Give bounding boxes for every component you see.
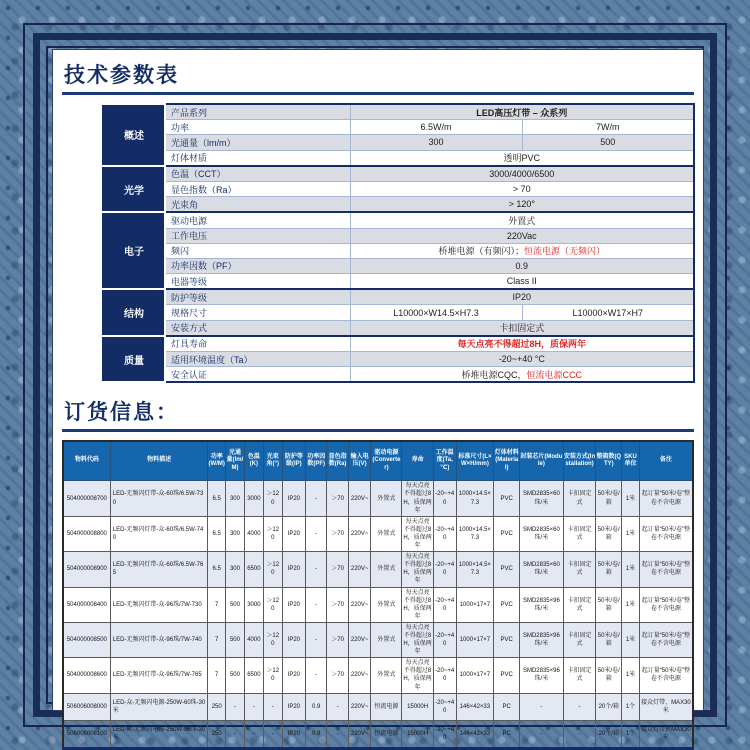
order-spec-cell: 外置式	[371, 658, 402, 693]
order-row	[63, 587, 693, 622]
order-material-code: 506006008100	[63, 720, 110, 748]
spec-param-label: 光束角	[165, 197, 350, 213]
order-spec-cell: 外置式	[371, 516, 402, 551]
spec-value-text: 3000/4000/6500	[489, 168, 555, 179]
order-table-body	[63, 481, 693, 748]
order-spec-cell: -	[306, 658, 327, 693]
order-material-description: LED-无频闪灯带-众-96珠/7W-765	[110, 658, 208, 693]
order-spec-cell: ＞120	[263, 658, 282, 693]
order-spec-cell: -	[306, 481, 327, 516]
order-remark: 起订量“50米/卷”整卷不含电源	[639, 658, 693, 693]
order-column-header: 色温(K)	[244, 441, 263, 481]
spec-table	[102, 103, 695, 383]
spec-value-text: IP20	[512, 292, 532, 303]
order-column-header: 功率(W/M)	[208, 441, 226, 481]
spec-row	[103, 104, 694, 120]
order-spec-cell: ＞70	[327, 516, 348, 551]
spec-value-text: 透明PVC	[503, 153, 541, 164]
spec-value-text: 恒流电源CCC	[526, 369, 582, 380]
order-remark: 起订量“50米/卷”整卷不含电源	[639, 587, 693, 622]
order-column-header: 光通量(lm/M)	[226, 441, 245, 481]
order-spec-cell: 卡扣固定式	[563, 658, 596, 693]
order-spec-cell: 6.5	[208, 516, 226, 551]
order-column-header: 功率因数(PF)	[306, 441, 327, 481]
order-spec-cell: 卡扣固定式	[563, 587, 596, 622]
order-spec-cell: 6.5	[208, 552, 226, 587]
order-spec-cell: 250	[208, 693, 226, 720]
order-spec-cell: 3000	[244, 481, 263, 516]
spec-param-value	[350, 352, 694, 367]
order-material-code: 506006008000	[63, 693, 110, 720]
spec-value-text: Class II	[506, 276, 537, 287]
order-spec-cell: 15000H	[402, 720, 434, 748]
order-spec-cell: PVC	[494, 587, 520, 622]
order-column-header: 备注	[639, 441, 693, 481]
spec-value-text: 外置式	[508, 215, 536, 226]
order-column-header: 物料代码	[63, 441, 110, 481]
spec-value-text: > 120°	[508, 199, 535, 210]
order-spec-cell: 220V~	[348, 552, 371, 587]
order-sku-unit: 1米	[622, 481, 640, 516]
order-spec-cell: -	[306, 552, 327, 587]
order-material-description: LED-无频闪灯带-众-60珠/6.5W-740	[110, 516, 208, 551]
order-remark: 起订量“50米/卷”整卷不含电源	[639, 622, 693, 657]
spec-value-text: 300	[428, 137, 444, 148]
spec-param-label: 防护等级	[165, 289, 350, 305]
order-spec-cell: 250	[208, 720, 226, 748]
spec-param-label: 规格尺寸	[165, 305, 350, 320]
order-row	[63, 622, 693, 657]
spec-row	[103, 228, 694, 243]
spec-row	[103, 289, 694, 305]
order-spec-cell: 50米/卷/箱	[596, 516, 622, 551]
order-spec-cell: ＞120	[263, 552, 282, 587]
spec-row	[103, 197, 694, 213]
order-spec-cell: 0.9	[306, 693, 327, 720]
spec-param-value	[522, 120, 694, 135]
order-row	[63, 693, 693, 720]
order-remark: 起订量“50米/卷”整卷不含电源	[639, 516, 693, 551]
order-spec-cell: 每天点亮不得超过8H，质保两年	[402, 622, 434, 657]
order-spec-cell: 1000×14.5×7.3	[456, 516, 494, 551]
order-spec-cell: 1000×17×7	[456, 622, 494, 657]
order-spec-cell: 7	[208, 658, 226, 693]
spec-value-text: L10000×W17×H7	[572, 307, 644, 318]
order-spec-cell: PVC	[494, 481, 520, 516]
spec-param-label: 适用环境温度（Ta）	[165, 352, 350, 367]
spec-param-value	[350, 181, 694, 196]
spec-row	[103, 243, 694, 258]
order-spec-cell: SMD2835×60珠/米	[520, 552, 563, 587]
order-column-header: 工作温度(Ta,℃)	[433, 441, 456, 481]
order-column-header: 输入电压(V)	[348, 441, 371, 481]
order-spec-cell: -	[263, 693, 282, 720]
order-spec-cell: IP20	[282, 587, 305, 622]
order-table-wrap	[62, 440, 694, 749]
spec-param-value	[350, 104, 694, 120]
order-spec-cell: 每天点亮不得超过8H，质保两年	[402, 658, 434, 693]
spec-value-text: LED高压灯带 – 众系列	[476, 107, 568, 118]
order-spec-cell: 220V~	[348, 516, 371, 551]
order-spec-cell: 4000	[244, 516, 263, 551]
order-column-header: 寿命	[402, 441, 434, 481]
order-spec-cell: 220V~	[348, 693, 371, 720]
order-column-header: 灯体材料(Material)	[494, 441, 520, 481]
spec-param-value	[350, 150, 694, 166]
spec-param-value	[350, 228, 694, 243]
spec-row	[103, 120, 694, 135]
order-spec-cell: 220V~	[348, 481, 371, 516]
spec-value-text: 桥堆电源（有频闪）；	[438, 246, 524, 257]
order-spec-cell: -	[306, 587, 327, 622]
order-spec-cell: IP20	[282, 552, 305, 587]
order-spec-cell: 220V~	[348, 587, 371, 622]
spec-group-header-2: 电子	[103, 212, 165, 289]
spec-param-label: 频闪	[165, 243, 350, 258]
order-spec-cell: 20个/箱	[596, 720, 622, 748]
order-spec-cell: 每天点亮不得超过8H，质保两年	[402, 481, 434, 516]
order-spec-cell: -	[327, 720, 348, 748]
order-spec-cell: ＞70	[327, 622, 348, 657]
spec-param-value	[350, 305, 522, 320]
order-spec-cell: -	[563, 693, 596, 720]
order-column-header: 安装方式(Installation)	[563, 441, 596, 481]
spec-param-label: 功率	[165, 120, 350, 135]
spec-row	[103, 258, 694, 273]
spec-group-header-0: 概述	[103, 104, 165, 166]
order-material-description: LED-无频闪灯带-众-60珠/6.5W-730	[110, 481, 208, 516]
order-spec-cell: 每天点亮不得超过8H，质保两年	[402, 516, 434, 551]
order-spec-cell: ＞70	[327, 658, 348, 693]
order-spec-cell: 300	[226, 481, 245, 516]
order-spec-cell: 1000×17×7	[456, 658, 494, 693]
order-spec-cell: SMD2835×96珠/米	[520, 658, 563, 693]
spec-param-value	[350, 135, 522, 150]
order-spec-cell: -	[520, 720, 563, 748]
order-spec-cell: 卡扣固定式	[563, 481, 596, 516]
spec-value-text: -20~+40 °C	[498, 354, 545, 365]
order-spec-cell: 7	[208, 622, 226, 657]
order-spec-cell: ＞70	[327, 587, 348, 622]
order-spec-cell: -20~+40	[433, 587, 456, 622]
spec-param-label: 功率因数（PF）	[165, 258, 350, 273]
spec-param-label: 灯体材质	[165, 150, 350, 166]
order-sku-unit: 1米	[622, 658, 640, 693]
spec-param-value	[350, 336, 694, 352]
order-spec-cell: PVC	[494, 516, 520, 551]
order-spec-cell: IP20	[282, 693, 305, 720]
spec-value-text: 6.5W/m	[420, 122, 452, 133]
spec-value-text: L10000×W14.5×H7.3	[393, 307, 479, 318]
order-spec-cell: ＞120	[263, 516, 282, 551]
spec-table-body	[103, 104, 694, 382]
order-remark: 接众灯带，MAX30米	[639, 693, 693, 720]
order-remark: 接众灯带，MAX30米	[639, 720, 693, 748]
order-spec-cell: -	[244, 720, 263, 748]
order-spec-cell: ＞120	[263, 622, 282, 657]
order-column-header: 显色指数(Ra)	[327, 441, 348, 481]
order-sku-unit: 1米	[622, 622, 640, 657]
spec-group-header-3: 结构	[103, 289, 165, 336]
spec-value-text: 每天点亮不得超过8H，质保两年	[457, 339, 587, 350]
order-spec-cell: -	[306, 622, 327, 657]
order-spec-cell: -20~+40	[433, 720, 456, 748]
order-column-header: 物料描述	[110, 441, 208, 481]
order-spec-cell: IP20	[282, 720, 305, 748]
order-row	[63, 481, 693, 516]
order-spec-cell: ＞120	[263, 481, 282, 516]
order-sku-unit: 1米	[622, 552, 640, 587]
order-spec-cell: -20~+40	[433, 658, 456, 693]
order-material-code: 504000008500	[63, 622, 110, 657]
order-column-header: 整箱数(QTY)	[596, 441, 622, 481]
order-spec-cell: 外置式	[371, 481, 402, 516]
order-spec-cell: ＞70	[327, 481, 348, 516]
order-remark: 起订量“50米/卷”整卷不含电源	[639, 552, 693, 587]
order-spec-cell: 220V~	[348, 622, 371, 657]
order-spec-cell: 300	[226, 516, 245, 551]
spec-param-value	[350, 289, 694, 305]
spec-param-label: 灯具寿命	[165, 336, 350, 352]
order-spec-cell: -20~+40	[433, 552, 456, 587]
order-spec-cell: ＞120	[263, 587, 282, 622]
order-spec-cell: 500	[226, 587, 245, 622]
order-spec-cell: 外置式	[371, 622, 402, 657]
order-spec-cell: -20~+40	[433, 516, 456, 551]
order-spec-cell: 每天点亮不得超过8H，质保两年	[402, 552, 434, 587]
spec-value-text: 220Vac	[506, 230, 537, 241]
order-sku-unit: 1个	[622, 720, 640, 748]
order-column-header: 封装芯片(Module)	[520, 441, 563, 481]
order-material-description: LED-无频闪灯带-众-60珠/6.5W-765	[110, 552, 208, 587]
order-column-header: 防护等级(IP)	[282, 441, 305, 481]
order-spec-cell: 卡扣固定式	[563, 516, 596, 551]
order-spec-cell: -	[226, 720, 245, 748]
order-spec-cell: 恒流电源	[371, 720, 402, 748]
order-spec-cell: 3000	[244, 587, 263, 622]
order-spec-cell: 外置式	[371, 552, 402, 587]
spec-row	[103, 367, 694, 383]
order-spec-cell: 50米/卷/箱	[596, 481, 622, 516]
order-spec-cell: SMD2835×96珠/米	[520, 622, 563, 657]
order-section-title: 订货信息：	[62, 395, 694, 432]
order-spec-cell: PC	[494, 693, 520, 720]
order-material-code: 504000008600	[63, 658, 110, 693]
spec-param-label: 产品系列	[165, 104, 350, 120]
spec-value-text: 卡扣固定式	[499, 323, 545, 334]
spec-param-label: 驱动电源	[165, 212, 350, 228]
order-spec-cell: 50米/卷/箱	[596, 622, 622, 657]
spec-group-header-1: 光学	[103, 166, 165, 213]
spec-row	[103, 305, 694, 320]
order-column-header: 驱动电源(Converter)	[371, 441, 402, 481]
order-spec-cell: 50米/卷/箱	[596, 552, 622, 587]
order-spec-cell: PVC	[494, 552, 520, 587]
spec-row	[103, 274, 694, 290]
spec-param-value	[350, 166, 694, 182]
order-material-description: LED-无频闪灯带-众-96珠/7W-740	[110, 622, 208, 657]
order-spec-cell: IP20	[282, 622, 305, 657]
order-spec-cell: 4000	[244, 622, 263, 657]
order-spec-cell: 7	[208, 587, 226, 622]
order-table	[62, 440, 694, 749]
order-spec-cell: 每天点亮不得超过8H，质保两年	[402, 587, 434, 622]
order-spec-cell: 220V~	[348, 658, 371, 693]
spec-section-title: 技术参数表	[62, 58, 694, 95]
spec-param-value	[522, 305, 694, 320]
spec-param-value	[522, 135, 694, 150]
order-column-header: SKU单位	[622, 441, 640, 481]
order-spec-cell: 卡扣固定式	[563, 622, 596, 657]
order-spec-cell: 1000×14.5×7.3	[456, 481, 494, 516]
order-spec-cell: -	[327, 693, 348, 720]
order-spec-cell: 500	[226, 622, 245, 657]
spec-param-label: 光通量（lm/m）	[165, 135, 350, 150]
order-row	[63, 658, 693, 693]
order-spec-cell: 300	[226, 552, 245, 587]
order-column-header: 标准尺寸(L×W×H/mm)	[456, 441, 494, 481]
spec-value-text: 7W/m	[596, 122, 620, 133]
order-spec-cell: 恒流电源	[371, 693, 402, 720]
order-spec-cell: 500	[226, 658, 245, 693]
order-spec-cell: IP20	[282, 658, 305, 693]
order-material-code: 504000008400	[63, 587, 110, 622]
spec-row	[103, 336, 694, 352]
order-spec-cell: -	[563, 720, 596, 748]
spec-param-value	[350, 320, 694, 336]
spec-row	[103, 150, 694, 166]
order-spec-cell: 20个/箱	[596, 693, 622, 720]
order-spec-cell: -	[306, 516, 327, 551]
order-spec-cell: -	[263, 720, 282, 748]
order-spec-cell: SMD2835×60珠/米	[520, 481, 563, 516]
order-spec-cell: SMD2835×96珠/米	[520, 587, 563, 622]
order-material-code: 504000008900	[63, 552, 110, 587]
spec-param-label: 显色指数（Ra）	[165, 181, 350, 196]
order-spec-cell: 1000×17×7	[456, 587, 494, 622]
spec-row	[103, 352, 694, 367]
order-spec-cell: -	[244, 693, 263, 720]
order-spec-cell: 6500	[244, 658, 263, 693]
order-sku-unit: 1米	[622, 587, 640, 622]
order-spec-cell: PC	[494, 720, 520, 748]
order-spec-cell: -20~+40	[433, 622, 456, 657]
order-row	[63, 552, 693, 587]
order-spec-cell: IP20	[282, 516, 305, 551]
spec-param-value	[350, 258, 694, 273]
order-remark: 起订量“50米/卷”整卷不含电源	[639, 481, 693, 516]
order-spec-cell: IP20	[282, 481, 305, 516]
order-spec-cell: PVC	[494, 658, 520, 693]
order-spec-cell: 50米/卷/箱	[596, 658, 622, 693]
spec-param-value	[350, 197, 694, 213]
spec-group-header-4: 质量	[103, 336, 165, 383]
spec-param-value	[350, 212, 694, 228]
order-table-header-row	[63, 441, 693, 481]
spec-param-label: 安全认证	[165, 367, 350, 383]
order-spec-cell: 6.5	[208, 481, 226, 516]
order-row	[63, 720, 693, 748]
order-spec-cell: 50米/卷/箱	[596, 587, 622, 622]
spec-row	[103, 320, 694, 336]
spec-row	[103, 166, 694, 182]
spec-value-text: 恒流电源（无频闪）	[524, 246, 606, 257]
order-spec-cell: 220V~	[348, 720, 371, 748]
order-spec-cell: 146×42×33	[456, 693, 494, 720]
spec-row	[103, 135, 694, 150]
spec-param-label: 色温（CCT）	[165, 166, 350, 182]
spec-param-value	[350, 367, 694, 383]
order-column-header: 光束角(°)	[263, 441, 282, 481]
spec-param-label: 工作电压	[165, 228, 350, 243]
spec-value-text: 桥堆电源CQC，	[461, 369, 527, 380]
spec-row	[103, 181, 694, 196]
order-material-description: LED-众-无频闪电源-250W-96珠-30米	[110, 720, 208, 748]
order-row	[63, 516, 693, 551]
order-spec-cell: ＞70	[327, 552, 348, 587]
order-spec-cell: -20~+40	[433, 481, 456, 516]
order-spec-cell: 1000×14.5×7.3	[456, 552, 494, 587]
order-spec-cell: 6500	[244, 552, 263, 587]
order-spec-cell: 146×42×33	[456, 720, 494, 748]
spec-param-value	[350, 243, 694, 258]
order-spec-cell: -	[520, 693, 563, 720]
spec-param-value	[350, 120, 522, 135]
spec-value-text: 0.9	[515, 260, 529, 271]
order-material-description: LED-众-无频闪电源-250W-60珠-30米	[110, 693, 208, 720]
spec-value-text: 500	[600, 137, 616, 148]
spec-sheet	[52, 49, 704, 741]
order-material-code: 504000008800	[63, 516, 110, 551]
spec-value-text: > 70	[512, 184, 531, 195]
order-spec-cell: PVC	[494, 622, 520, 657]
order-spec-cell: 15000H	[402, 693, 434, 720]
spec-row	[103, 212, 694, 228]
order-spec-cell: 卡扣固定式	[563, 552, 596, 587]
order-sku-unit: 1米	[622, 516, 640, 551]
order-material-code: 504000008700	[63, 481, 110, 516]
order-spec-cell: -	[226, 693, 245, 720]
order-spec-cell: 0.9	[306, 720, 327, 748]
spec-param-label: 安装方式	[165, 320, 350, 336]
order-spec-cell: -20~+40	[433, 693, 456, 720]
order-spec-cell: SMD2835×60珠/米	[520, 516, 563, 551]
order-material-description: LED-无频闪灯带-众-96珠/7W-730	[110, 587, 208, 622]
order-spec-cell: 外置式	[371, 587, 402, 622]
spec-param-label: 电器等级	[165, 274, 350, 290]
spec-param-value	[350, 274, 694, 290]
order-sku-unit: 1个	[622, 693, 640, 720]
